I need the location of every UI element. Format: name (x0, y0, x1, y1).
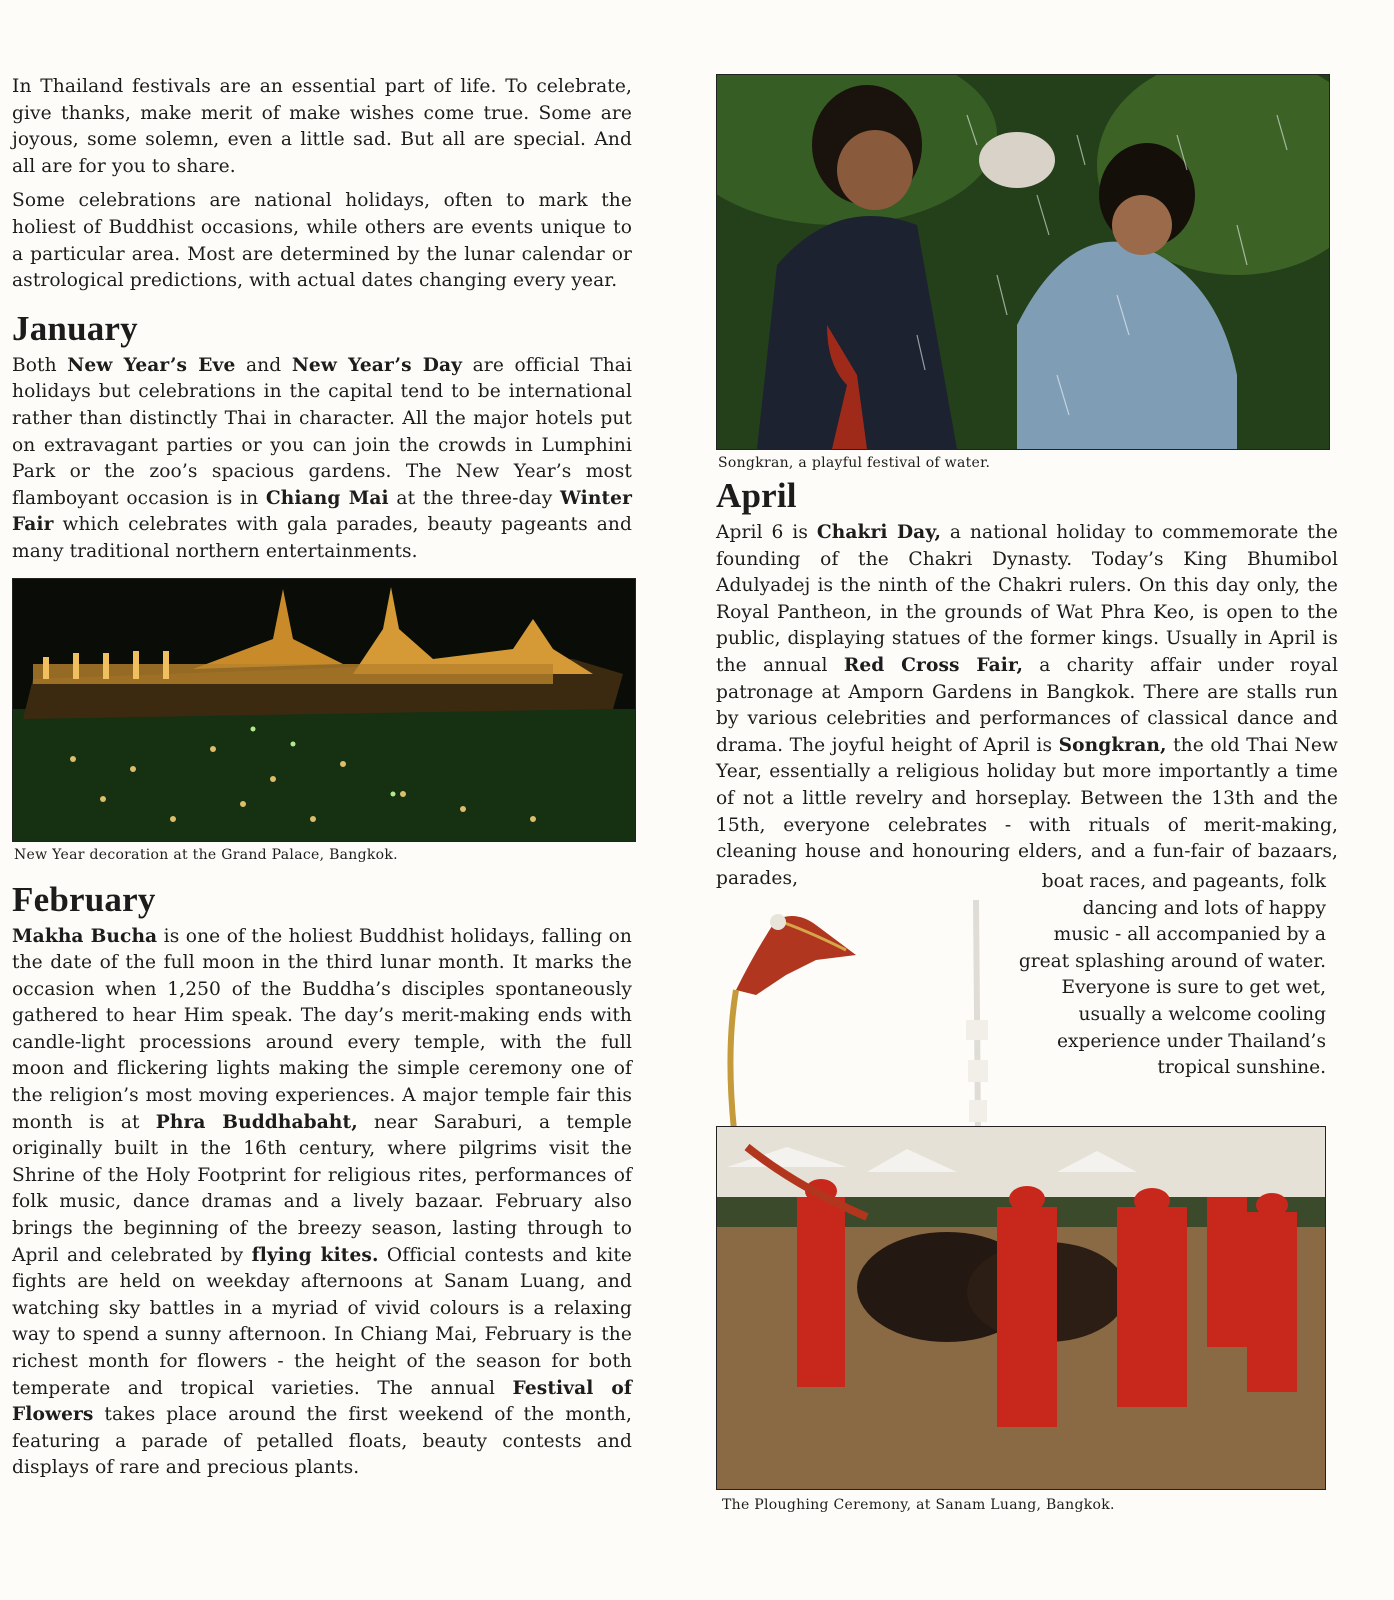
january-heading: January (12, 308, 138, 348)
april-wrap-line: boat races, and pageants, folk (1041, 871, 1326, 892)
intro-paragraph-1: In Thailand festivals are an essential part of life. To celebrate, give thanks, make merit of make wishes come true. Some are joyous, some solemn, even a little sad. But all are special. And all are for you to share. (12, 76, 632, 177)
april-wrap-line: tropical sunshine. (1157, 1057, 1326, 1079)
january-paragraph: Both New Year’s Eve and New Year’s Day are official Thai holidays but celebrations in the capital tend to be international rather than distinctly Thai in character. All the major hotels put on extravagant parties or you can join the crowds in Lumphini Park or the zoo’s spacious gardens. The New Year’s most flamboyant occasion is in Chiang Mai at the three-day Winter Fair which celebrates with gala parades, beauty pageants and many traditional northern entertainments. (12, 354, 633, 562)
ploughing-ceremony-photo (716, 1126, 1326, 1490)
april-wrap-line: usually a welcome cooling (1078, 1003, 1326, 1025)
april-heading: April (716, 476, 797, 515)
grand-palace-caption: New Year decoration at the Grand Palace, Bangkok. (14, 846, 398, 863)
grand-palace-photo (12, 578, 636, 842)
april-paragraph: April 6 is Chakri Day, a national holiday to commemorate the founding of the Chakri Dynasty. Today’s King Bhumibol Adulyadej is the ninth of the Chakri rulers. On this day only, the Royal Pantheon, in the grounds of Wat Phra Keo, is open to the public, displaying statues of the former kings. Usually in April is the annual Red Cross Fair, a charity affair under royal patronage at Amporn Gardens in Bangkok. There are stalls run by various celebrities and performances of classical dance and drama. The joyful height of April is Songkran, the old Thai New Year, essentially a religious holiday but more importantly a time of not a little revelry and horseplay. Between the 13th and the 15th, everyone celebrates - with rituals of merit-making, cleaning house and honouring elders, and a fun-fair of bazaars, parades, (716, 522, 1338, 889)
february-heading: February (12, 879, 156, 919)
songkran-photo (716, 74, 1330, 450)
april-wrap-line: experience under Thailand’s (1057, 1030, 1326, 1052)
right-column (716, 74, 1338, 892)
april-wrap-line: music - all accompanied by a (1053, 924, 1326, 946)
april-wrap-line: Everyone is sure to get wet, (1061, 977, 1326, 999)
left-column (12, 74, 632, 1490)
april-wrap-text (980, 869, 1326, 1082)
february-paragraph: Makha Bucha is one of the holiest Buddhist holidays, falling on the date of the full moon in the third lunar month. It marks the occasion when 1,250 of the Buddha’s disciples spontaneously gathered to hear Him speak. The day’s merit-making ends with candle-light processions around every temple, with the full moon and flickering lights making the simple ceremony one of the religion’s most moving experiences. A major temple fair this month is at Phra Buddhabaht, near Saraburi, a temple originally built in the 16th century, where pilgrims visit the Shrine of the Holy Footprint for religious rites, performances of folk music, dance dramas and a lively bazaar. February also brings the beginning of the breezy season, lasting through to April and celebrated by flying kites. Official contests and kite fights are held on weekday afternoons at Sanam Luang, and watching sky battles in a myriad of vivid colours is a relaxing way to spend a sunny afternoon. In Chiang Mai, February is the richest month for flowers - the height of the season for both temperate and tropical varieties. The annual Festival of Flowers takes place around the first weekend of the month, featuring a parade of petalled floats, beauty contests and displays of rare and precious plants. (12, 925, 633, 1479)
songkran-caption: Songkran, a playful festival of water. (718, 455, 991, 471)
intro-paragraph-2: Some celebrations are national holidays, often to mark the holiest of Buddhist occasions, while others are events unique to a particular area. Most are determined by the lunar calendar or astrological predictions, with actual dates changing every year. (12, 190, 632, 292)
ploughing-caption: The Ploughing Ceremony, at Sanam Luang, Bangkok. (722, 1497, 1115, 1513)
april-wrap-line: dancing and lots of happy (1082, 897, 1326, 919)
april-wrap-line: great splashing around of water. (1018, 950, 1326, 972)
ceremonial-flag-illustration (716, 880, 1006, 1130)
